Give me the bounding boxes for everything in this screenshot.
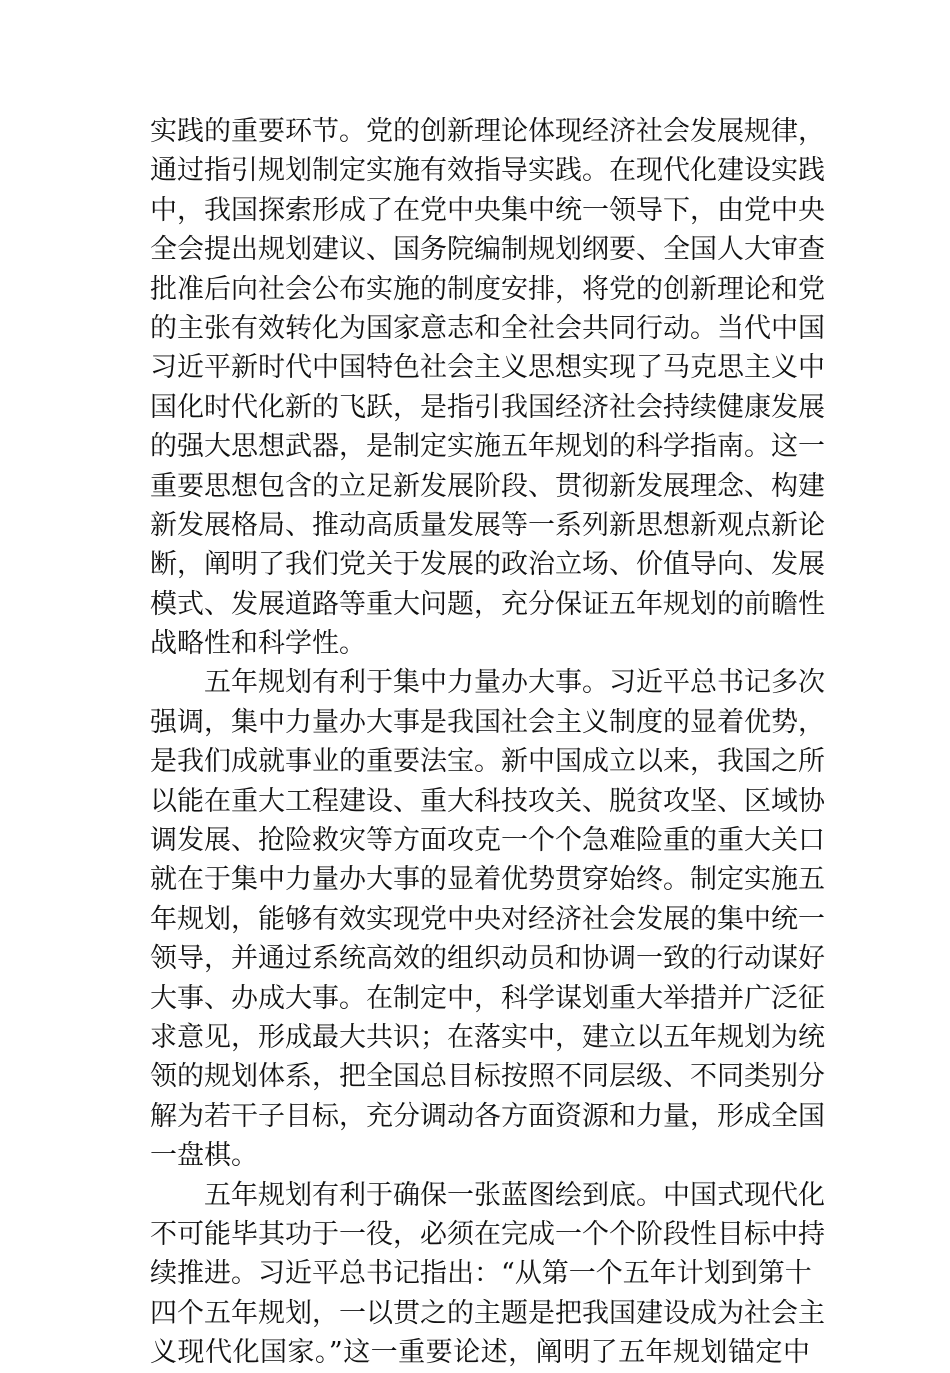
text-line: 义现代化国家。”这一重要论述，阐明了五年规划锚定中: [150, 1337, 810, 1369]
text-line: 领的规划体系，把全国总目标按照不同层级、不同类别分: [150, 1061, 825, 1093]
text-line: 全会提出规划建议、国务院编制规划纲要、全国人大审查: [150, 234, 825, 266]
text-line: 五年规划有利于集中力量办大事。习近平总书记多次: [204, 667, 825, 699]
text-line: 就在于集中力量办大事的显着优势贯穿始终。制定实施五: [150, 864, 825, 896]
text-line: 续推进。习近平总书记指出：“从第一个五年计划到第十: [150, 1258, 812, 1290]
text-line: 中，我国探索形成了在党中央集中统一领导下，由党中央: [150, 194, 825, 226]
text-line: 通过指引规划制定实施有效指导实践。在现代化建设实践: [150, 155, 825, 187]
text-line: 的强大思想武器，是制定实施五年规划的科学指南。这一: [150, 431, 825, 463]
text-line: 模式、发展道路等重大问题，充分保证五年规划的前瞻性: [150, 588, 825, 620]
text-line: 是我们成就事业的重要法宝。新中国成立以来，我国之所: [150, 746, 825, 778]
text-line: 大事、办成大事。在制定中，科学谋划重大举措并广泛征: [150, 982, 825, 1014]
text-line: 批准后向社会公布实施的制度安排，将党的创新理论和党: [150, 273, 825, 305]
text-line: 断，阐明了我们党关于发展的政治立场、价值导向、发展: [150, 549, 825, 581]
text-line: 求意见，形成最大共识；在落实中，建立以五年规划为统: [150, 1021, 825, 1053]
text-line: 领导，并通过系统高效的组织动员和协调一致的行动谋好: [150, 943, 825, 975]
text-line: 以能在重大工程建设、重大科技攻关、脱贫攻坚、区域协: [150, 785, 825, 817]
text-line: 强调，集中力量办大事是我国社会主义制度的显着优势，: [150, 706, 825, 738]
text-line: 的主张有效转化为国家意志和全社会共同行动。当代中国: [150, 312, 825, 344]
text-line: 习近平新时代中国特色社会主义思想实现了马克思主义中: [150, 352, 825, 384]
text-line: 年规划，能够有效实现党中央对经济社会发展的集中统一: [150, 903, 825, 935]
text-line: 一盘棋。: [150, 1140, 258, 1172]
text-line: 战略性和科学性。: [150, 628, 366, 660]
text-line: 国化时代化新的飞跃，是指引我国经济社会持续健康发展: [150, 391, 825, 423]
body-text: [150, 112, 825, 1373]
text-line: 四个五年规划，一以贯之的主题是把我国建设成为社会主: [150, 1297, 825, 1329]
text-line: 不可能毕其功于一役，必须在完成一个个阶段性目标中持: [150, 1218, 825, 1250]
text-line: 调发展、抢险救灾等方面攻克一个个急难险重的重大关口: [150, 825, 825, 857]
text-line: 五年规划有利于确保一张蓝图绘到底。中国式现代化: [204, 1179, 825, 1211]
text-line: 实践的重要环节。党的创新理论体现经济社会发展规律，: [150, 116, 825, 147]
paragraph-3: [150, 1176, 825, 1373]
paragraph-2: [150, 663, 825, 1175]
text-line: 新发展格局、推动高质量发展等一系列新思想新观点新论: [150, 509, 825, 541]
text-line: 解为若干子目标，充分调动各方面资源和力量，形成全国: [150, 1100, 825, 1132]
text-line: 重要思想包含的立足新发展阶段、贯彻新发展理念、构建: [150, 470, 825, 502]
paragraph-1: [150, 112, 825, 663]
